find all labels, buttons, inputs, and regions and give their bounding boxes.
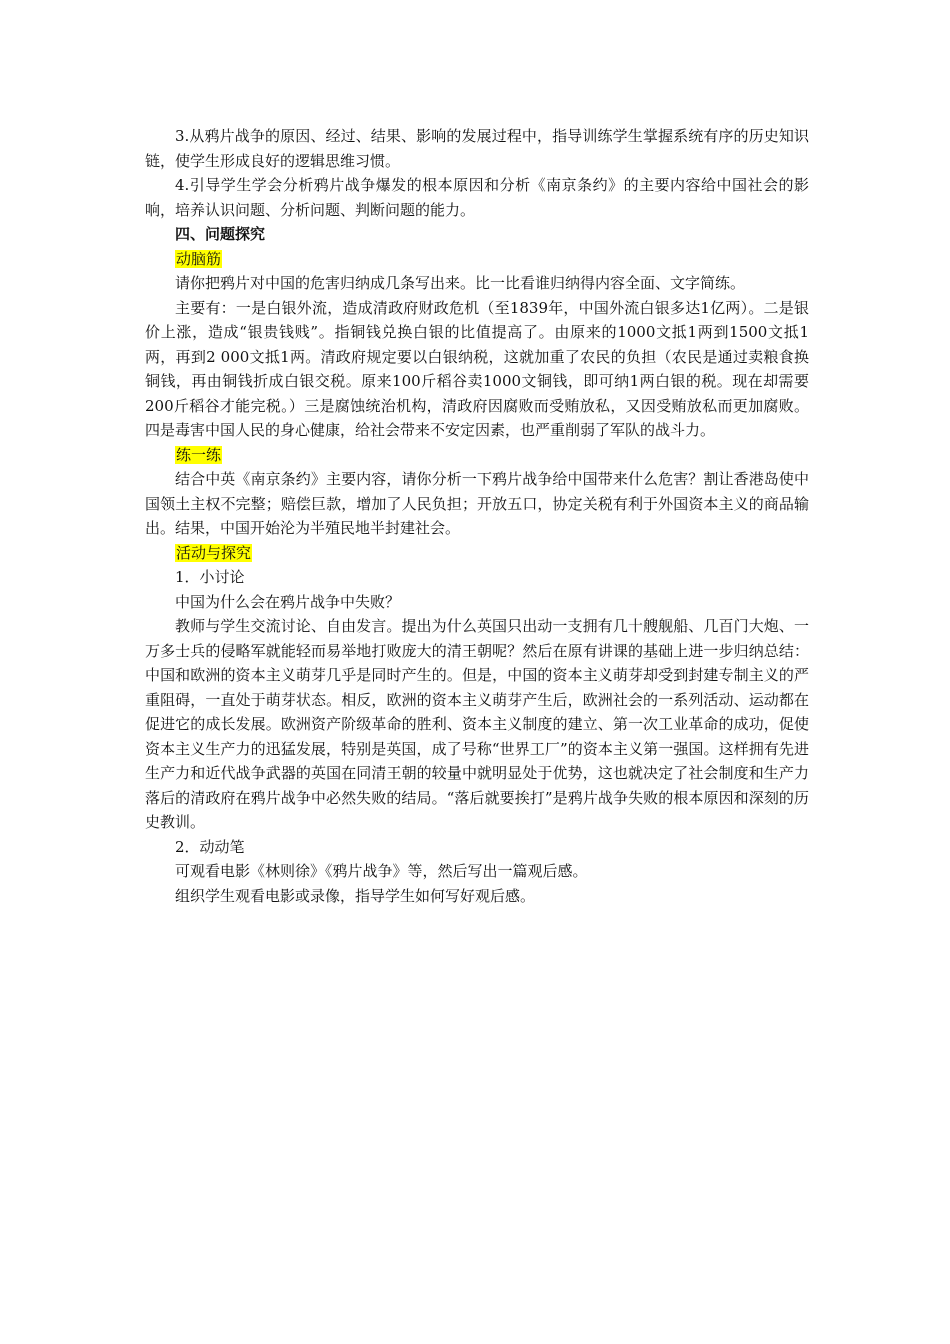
writing-guidance: 组织学生观看电影或录像，指导学生如何写好观后感。 (175, 886, 536, 905)
document-page (145, 124, 809, 908)
activity-label: 活动与探究 (176, 543, 252, 562)
objective-3: 3.从鸦片战争的原因、经过、结果、影响的发展过程中，指导训练学生掌握系统有序的历史知识链，使学生形成良好的逻辑思维习惯。 (145, 127, 809, 170)
objective-4: 4.引导学生学会分析鸦片战争爆发的根本原因和分析《南京条约》的主要内容给中国社会的影响，培养认识问题、分析问题、判断问题的能力。 (145, 176, 809, 219)
writing-task: 可观看电影《林则徐》《鸦片战争》等，然后写出一篇观后感。 (175, 862, 588, 880)
practice-text: 结合中英《南京条约》主要内容，请你分析一下鸦片战争给中国带来什么危害？割让香港岛使中国领土主权不完整；赔偿巨款，增加了人民负担；开放五口，协定关税有利于外国资本主义的商品输出。结果，中国开始沦为半殖民地半封建社会。 (145, 470, 809, 537)
writing-title: 2．动动笔 (175, 837, 245, 856)
activity-label-line (145, 541, 809, 566)
discussion-title: 1．小讨论 (175, 568, 245, 586)
discussion-question: 中国为什么会在鸦片战争中失败？ (175, 592, 401, 611)
practice-label-line (145, 443, 809, 468)
discussion-text: 教师与学生交流讨论、自由发言。提出为什么英国只出动一支拥有几十艘舰船、几百门大炮、一万多士兵的侵略军就能轻而易举地打败庞大的清王朝呢？然后在原有讲课的基础上进一步归纳总结：中国和欧洲的资本主义萌芽几乎是同时产生的。但是，中国的资本主义萌芽却受到封建专制主义的严重阻碍，一直处于萌芽状态。相反，欧洲的资本主义萌芽产生后，欧洲社会的一系列活动、运动都在促进它的成长发展。欧洲资产阶级革命的胜利、资本主义制度的建立、第一次工业革命的成功，促使资本主义生产力的迅猛发展，特别是英国，成了号称“世界工厂”的资本主义第一强国。这样拥有先进生产力和近代战争武器的英国在同清王朝的较量中就明显处于优势，这也就决定了社会制度和生产力落后的清政府在鸦片战争中必然失败的结局。“落后就要挨打”是鸦片战争失败的根本原因和深刻的历史教训。 (145, 617, 809, 831)
brainstorm-question: 请你把鸦片对中国的危害归纳成几条写出来。比一比看谁归纳得内容全面、文字简练。 (175, 274, 746, 292)
practice-label: 练一练 (176, 445, 222, 464)
brainstorm-answer: 主要有：一是白银外流，造成清政府财政危机（至1839年，中国外流白银多达1亿两）。二是银价上涨，造成“银贵钱贱”。指铜钱兑换白银的比值提高了。由原来的1000文抵1两到1500文抵1两，再到2 000文抵1两。清政府规定要以白银纳税，这就加重了农民的负担（农民是通过卖粮食换铜钱，再由铜钱折成白银交税。原来100斤稻谷卖1000文铜钱，即可纳1两白银的税。现在却需要200斤稻谷才能完税。）三是腐蚀统治机构，清政府因腐败而受贿放私，又因受贿放私而更加腐败。四是毒害中国人民的身心健康，给社会带来不安定因素，也严重削弱了军队的战斗力。 (145, 298, 809, 439)
brainstorm-label-line (145, 247, 809, 272)
section-heading: 四、问题探究 (175, 225, 266, 243)
brainstorm-label: 动脑筋 (176, 249, 222, 268)
